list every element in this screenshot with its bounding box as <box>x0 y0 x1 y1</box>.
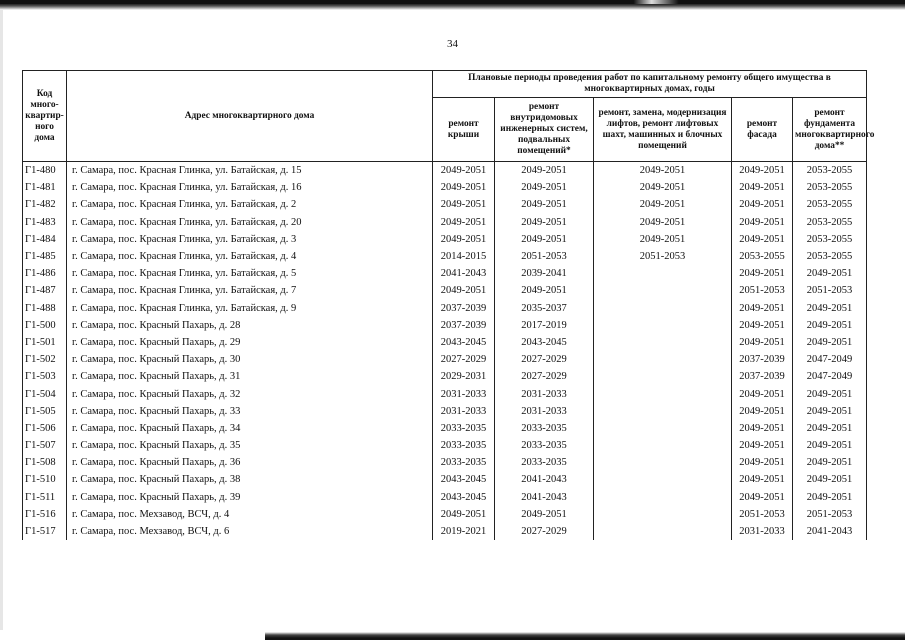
cell-facade: 2049-2051 <box>732 265 793 282</box>
cell-lifts: 2051-2053 <box>594 248 732 265</box>
cell-foundation: 2053-2055 <box>793 231 867 248</box>
table-row <box>23 248 867 265</box>
cell-systems: 2031-2033 <box>495 385 594 402</box>
cell-systems: 2049-2051 <box>495 214 594 231</box>
cell-code: Г1-505 <box>23 403 67 420</box>
table-row <box>23 334 867 351</box>
cell-roof: 2043-2045 <box>433 334 495 351</box>
table-row <box>23 437 867 454</box>
cell-address: г. Самара, пос. Красная Глинка, ул. Батайская, д. 20 <box>67 214 433 231</box>
table-row <box>23 317 867 334</box>
table-row <box>23 300 867 317</box>
cell-foundation: 2047-2049 <box>793 368 867 385</box>
cell-systems: 2041-2043 <box>495 489 594 506</box>
cell-address: г. Самара, пос. Красная Глинка, ул. Батайская, д. 7 <box>67 282 433 299</box>
cell-facade: 2053-2055 <box>732 248 793 265</box>
table-row <box>23 420 867 437</box>
cell-lifts: 2049-2051 <box>594 179 732 196</box>
table-row <box>23 196 867 213</box>
cell-address: г. Самара, пос. Красный Пахарь, д. 32 <box>67 385 433 402</box>
cell-address: г. Самара, пос. Красный Пахарь, д. 34 <box>67 420 433 437</box>
cell-systems: 2031-2033 <box>495 403 594 420</box>
cell-foundation: 2049-2051 <box>793 437 867 454</box>
cell-systems: 2035-2037 <box>495 300 594 317</box>
cell-code: Г1-481 <box>23 179 67 196</box>
table-row <box>23 231 867 248</box>
cell-facade: 2049-2051 <box>732 196 793 213</box>
cell-code: Г1-500 <box>23 317 67 334</box>
cell-foundation: 2049-2051 <box>793 265 867 282</box>
cell-address: г. Самара, пос. Красная Глинка, ул. Батайская, д. 2 <box>67 196 433 213</box>
table-row <box>23 265 867 282</box>
scan-edge-bottom <box>265 632 905 640</box>
cell-address: г. Самара, пос. Красная Глинка, ул. Батайская, д. 5 <box>67 265 433 282</box>
cell-roof: 2049-2051 <box>433 231 495 248</box>
cell-roof: 2033-2035 <box>433 420 495 437</box>
cell-code: Г1-487 <box>23 282 67 299</box>
cell-roof: 2049-2051 <box>433 506 495 523</box>
cell-systems: 2049-2051 <box>495 162 594 180</box>
cell-lifts <box>594 471 732 488</box>
page-number: 34 <box>447 38 458 50</box>
cell-code: Г1-504 <box>23 385 67 402</box>
cell-address: г. Самара, пос. Красная Глинка, ул. Батайская, д. 9 <box>67 300 433 317</box>
cell-foundation: 2049-2051 <box>793 385 867 402</box>
cell-address: г. Самара, пос. Красный Пахарь, д. 29 <box>67 334 433 351</box>
cell-code: Г1-503 <box>23 368 67 385</box>
cell-lifts: 2049-2051 <box>594 231 732 248</box>
cell-lifts <box>594 282 732 299</box>
cell-code: Г1-488 <box>23 300 67 317</box>
cell-facade: 2049-2051 <box>732 334 793 351</box>
cell-code: Г1-501 <box>23 334 67 351</box>
cell-lifts <box>594 437 732 454</box>
cell-lifts: 2049-2051 <box>594 214 732 231</box>
cell-roof: 2037-2039 <box>433 300 495 317</box>
cell-address: г. Самара, пос. Красный Пахарь, д. 30 <box>67 351 433 368</box>
cell-address: г. Самара, пос. Красный Пахарь, д. 28 <box>67 317 433 334</box>
header-address: Адрес многоквартирного дома <box>67 71 433 162</box>
cell-systems: 2039-2041 <box>495 265 594 282</box>
cell-facade: 2049-2051 <box>732 385 793 402</box>
table-row <box>23 523 867 540</box>
cell-systems: 2049-2051 <box>495 231 594 248</box>
cell-facade: 2049-2051 <box>732 403 793 420</box>
cell-lifts <box>594 403 732 420</box>
cell-systems: 2027-2029 <box>495 351 594 368</box>
cell-facade: 2049-2051 <box>732 420 793 437</box>
cell-roof: 2037-2039 <box>433 317 495 334</box>
cell-code: Г1-511 <box>23 489 67 506</box>
cell-address: г. Самара, пос. Красная Глинка, ул. Батайская, д. 15 <box>67 162 433 180</box>
cell-systems: 2049-2051 <box>495 282 594 299</box>
cell-roof: 2041-2043 <box>433 265 495 282</box>
cell-systems: 2049-2051 <box>495 179 594 196</box>
cell-code: Г1-486 <box>23 265 67 282</box>
scan-edge-top-band <box>0 0 905 4</box>
cell-lifts <box>594 265 732 282</box>
cell-facade: 2049-2051 <box>732 317 793 334</box>
cell-facade: 2051-2053 <box>732 282 793 299</box>
cell-roof: 2049-2051 <box>433 214 495 231</box>
cell-lifts <box>594 385 732 402</box>
table-row <box>23 454 867 471</box>
cell-systems: 2049-2051 <box>495 196 594 213</box>
cell-roof: 2027-2029 <box>433 351 495 368</box>
cell-foundation: 2049-2051 <box>793 300 867 317</box>
cell-code: Г1-485 <box>23 248 67 265</box>
scan-edge-left <box>0 10 3 630</box>
cell-address: г. Самара, пос. Красный Пахарь, д. 38 <box>67 471 433 488</box>
cell-foundation: 2049-2051 <box>793 489 867 506</box>
cell-roof: 2031-2033 <box>433 403 495 420</box>
repair-schedule-table <box>22 70 875 540</box>
cell-lifts: 2049-2051 <box>594 162 732 180</box>
table-row <box>23 179 867 196</box>
cell-code: Г1-517 <box>23 523 67 540</box>
table-row <box>23 368 867 385</box>
cell-roof: 2049-2051 <box>433 179 495 196</box>
cell-systems: 2033-2035 <box>495 420 594 437</box>
cell-lifts <box>594 317 732 334</box>
cell-roof: 2049-2051 <box>433 282 495 299</box>
cell-lifts <box>594 420 732 437</box>
table-row <box>23 471 867 488</box>
cell-facade: 2049-2051 <box>732 489 793 506</box>
cell-address: г. Самара, пос. Красная Глинка, ул. Батайская, д. 3 <box>67 231 433 248</box>
cell-facade: 2049-2051 <box>732 162 793 180</box>
cell-roof: 2043-2045 <box>433 471 495 488</box>
cell-systems: 2051-2053 <box>495 248 594 265</box>
cell-foundation: 2047-2049 <box>793 351 867 368</box>
cell-facade: 2049-2051 <box>732 214 793 231</box>
cell-lifts <box>594 334 732 351</box>
cell-foundation: 2049-2051 <box>793 403 867 420</box>
cell-code: Г1-507 <box>23 437 67 454</box>
header-planned-periods: Плановые периоды проведения работ по капитальному ремонту общего имущества в многоквартирных домах, годы <box>433 71 867 98</box>
cell-foundation: 2051-2053 <box>793 282 867 299</box>
cell-foundation: 2053-2055 <box>793 196 867 213</box>
cell-facade: 2049-2051 <box>732 471 793 488</box>
cell-foundation: 2049-2051 <box>793 317 867 334</box>
cell-facade: 2031-2033 <box>732 523 793 540</box>
cell-code: Г1-506 <box>23 420 67 437</box>
cell-facade: 2049-2051 <box>732 454 793 471</box>
cell-address: г. Самара, пос. Красный Пахарь, д. 33 <box>67 403 433 420</box>
cell-facade: 2049-2051 <box>732 300 793 317</box>
cell-address: г. Самара, пос. Красный Пахарь, д. 35 <box>67 437 433 454</box>
cell-address: г. Самара, пос. Красный Пахарь, д. 39 <box>67 489 433 506</box>
header-engineering-systems: ремонт внутридомовых инженерных систем, подвальных помещений* <box>495 98 594 162</box>
table-row <box>23 162 867 180</box>
cell-systems: 2033-2035 <box>495 454 594 471</box>
cell-code: Г1-510 <box>23 471 67 488</box>
cell-systems: 2027-2029 <box>495 523 594 540</box>
cell-lifts <box>594 351 732 368</box>
cell-address: г. Самара, пос. Красная Глинка, ул. Батайская, д. 16 <box>67 179 433 196</box>
cell-code: Г1-502 <box>23 351 67 368</box>
header-facade: ремонт фасада <box>732 98 793 162</box>
cell-address: г. Самара, пос. Мехзавод, ВСЧ, д. 6 <box>67 523 433 540</box>
cell-facade: 2049-2051 <box>732 437 793 454</box>
cell-roof: 2033-2035 <box>433 454 495 471</box>
cell-lifts: 2049-2051 <box>594 196 732 213</box>
cell-systems: 2043-2045 <box>495 334 594 351</box>
cell-foundation: 2049-2051 <box>793 420 867 437</box>
cell-lifts <box>594 300 732 317</box>
cell-foundation: 2053-2055 <box>793 162 867 180</box>
cell-facade: 2049-2051 <box>732 179 793 196</box>
cell-roof: 2049-2051 <box>433 196 495 213</box>
cell-roof: 2043-2045 <box>433 489 495 506</box>
cell-roof: 2019-2021 <box>433 523 495 540</box>
cell-systems: 2041-2043 <box>495 471 594 488</box>
cell-foundation: 2049-2051 <box>793 454 867 471</box>
cell-foundation: 2053-2055 <box>793 179 867 196</box>
cell-lifts <box>594 454 732 471</box>
header-lifts: ремонт, замена, модернизация лифтов, ремонт лифтовых шахт, машинных и блочных помещений <box>594 98 732 162</box>
cell-roof: 2029-2031 <box>433 368 495 385</box>
header-foundation: ремонт фундамента многоквартирного дома** <box>793 98 867 162</box>
cell-lifts <box>594 489 732 506</box>
cell-foundation: 2053-2055 <box>793 248 867 265</box>
cell-facade: 2037-2039 <box>732 368 793 385</box>
cell-code: Г1-483 <box>23 214 67 231</box>
cell-address: г. Самара, пос. Красный Пахарь, д. 31 <box>67 368 433 385</box>
table-body <box>23 162 867 541</box>
cell-foundation: 2051-2053 <box>793 506 867 523</box>
cell-code: Г1-482 <box>23 196 67 213</box>
header-code: Код много-квартир-ного дома <box>23 71 67 162</box>
header-roof: ремонт крыши <box>433 98 495 162</box>
cell-systems: 2017-2019 <box>495 317 594 334</box>
cell-foundation: 2049-2051 <box>793 334 867 351</box>
table-row <box>23 403 867 420</box>
table-row <box>23 489 867 506</box>
cell-address: г. Самара, пос. Красная Глинка, ул. Батайская, д. 4 <box>67 248 433 265</box>
cell-roof: 2014-2015 <box>433 248 495 265</box>
cell-systems: 2033-2035 <box>495 437 594 454</box>
cell-facade: 2051-2053 <box>732 506 793 523</box>
cell-code: Г1-516 <box>23 506 67 523</box>
cell-roof: 2031-2033 <box>433 385 495 402</box>
cell-lifts <box>594 523 732 540</box>
table-row <box>23 385 867 402</box>
cell-systems: 2049-2051 <box>495 506 594 523</box>
table-row <box>23 506 867 523</box>
cell-roof: 2049-2051 <box>433 162 495 180</box>
cell-roof: 2033-2035 <box>433 437 495 454</box>
cell-systems: 2027-2029 <box>495 368 594 385</box>
cell-foundation: 2041-2043 <box>793 523 867 540</box>
table-row <box>23 282 867 299</box>
table-row <box>23 351 867 368</box>
cell-lifts <box>594 368 732 385</box>
table-row <box>23 214 867 231</box>
cell-code: Г1-484 <box>23 231 67 248</box>
cell-code: Г1-480 <box>23 162 67 180</box>
cell-lifts <box>594 506 732 523</box>
cell-foundation: 2049-2051 <box>793 471 867 488</box>
cell-foundation: 2053-2055 <box>793 214 867 231</box>
cell-code: Г1-508 <box>23 454 67 471</box>
cell-address: г. Самара, пос. Мехзавод, ВСЧ, д. 4 <box>67 506 433 523</box>
cell-facade: 2037-2039 <box>732 351 793 368</box>
cell-address: г. Самара, пос. Красный Пахарь, д. 36 <box>67 454 433 471</box>
cell-facade: 2049-2051 <box>732 231 793 248</box>
